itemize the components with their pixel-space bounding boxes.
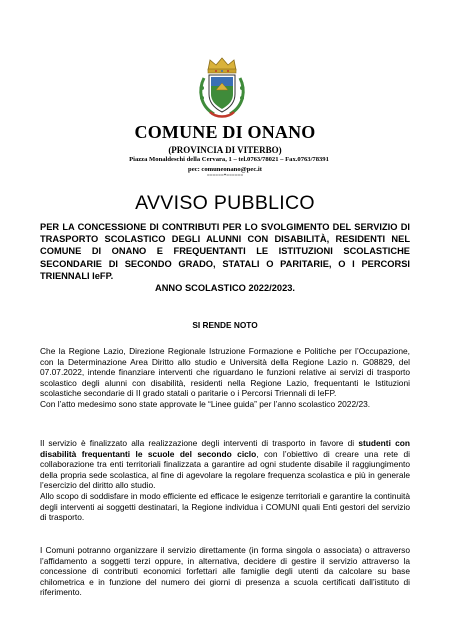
paragraph-3 [40, 545, 410, 598]
paragraph-2-pre: Il servizio è finalizzato alla realizzazione degli interventi di trasporto in favore di [40, 438, 359, 448]
paragraph-3-text: I Comuni potranno organizzare il servizio direttamente (in forma singola o associata) o attraverso l’affidamento a soggetti terzi oppure, in alternativa, decidere di gestire il servizio attraverso la concessione di contributi economici forfettari alle famiglie degli utenti da calcolare su base chilometrica e in funzione del numero dei giorni di presenza a scuola certificati dall’istituto di riferimento. [40, 545, 410, 598]
paragraph-2 [40, 438, 410, 523]
paragraph-2-continuation: Allo scopo di soddisfare in modo efficiente ed efficace le esigenze territoriali e garantire la continuità degli interventi ai soggetti destinatari, la Regione individua i COMUNI quali Enti gestori del servizio di trasporto. [40, 490, 410, 523]
paragraph-2-post: , con l’obiettivo di creare una rete di collaborazione tra enti territoriali finalizzata a garantire ad ogni studente disabile il raggiungimento della propria sede scolastica, al fine di agevolare la regolare frequenza scolastica e più in generale l’esercizio del diritto allo studio. [40, 448, 410, 491]
municipal-crest-icon [196, 56, 248, 120]
address-line: Piazza Monaldeschi della Cervara, 1 – tel.0763/78021 – Fax.0763/78391 [129, 156, 329, 163]
school-year: ANNO SCOLASTICO 2022/2023. [154, 283, 296, 294]
notice-title: AVVISO PUBBLICO [135, 192, 315, 214]
header-separator: ======*====== [206, 174, 244, 179]
notice-heading: SI RENDE NOTO [192, 320, 258, 330]
subject-text: PER LA CONCESSIONE DI CONTRIBUTI PER LO SVOLGIMENTO DEL SERVIZIO DI TRASPORTO SCOLASTICO DEGLI ALUNNI CON DISABILITÀ, RESIDENTI NEL COMUNE DI ONANO E FREQUENTANTI LE ISTITUZIONI SCOLASTICHE SECONDARIE DI SECONDO GRADO, STATALI O PARITARIE, O I PERCORSI TRIENNALI IeFP. [40, 222, 410, 281]
pec-line: pec: comuneonano@pec.it [188, 166, 262, 173]
province-line: (PROVINCIA DI VITERBO) [168, 145, 282, 155]
paragraph-1-guidelines: Con l’atto medesimo sono state approvate le “Linee guida” per l’anno scolastico 2022/23. [40, 398, 371, 409]
paragraph-1-text: Che la Regione Lazio, Direzione Regionale Istruzione Formazione e Politiche per l’Occupazione, con la Determinazione Area Diritto allo studio e Università della Regione Lazio n. G08829, del 07.07.2022, intende finanziare interventi che riguardano le funzioni relative ai servizi di trasporto scolastico degli alunni con disabilità, residenti nella Regione Lazio, frequentanti le Istituzioni scolastiche secondarie di II grado statali o paritarie o i Percorsi Triennali di IeFP. [40, 346, 410, 399]
notice-subject [40, 221, 410, 294]
paragraph-1 [40, 346, 410, 410]
municipality-title: COMUNE DI ONANO [134, 122, 316, 142]
paragraph-2-bold: studenti con disabilità frequentanti le scuole del secondo ciclo [40, 438, 410, 459]
